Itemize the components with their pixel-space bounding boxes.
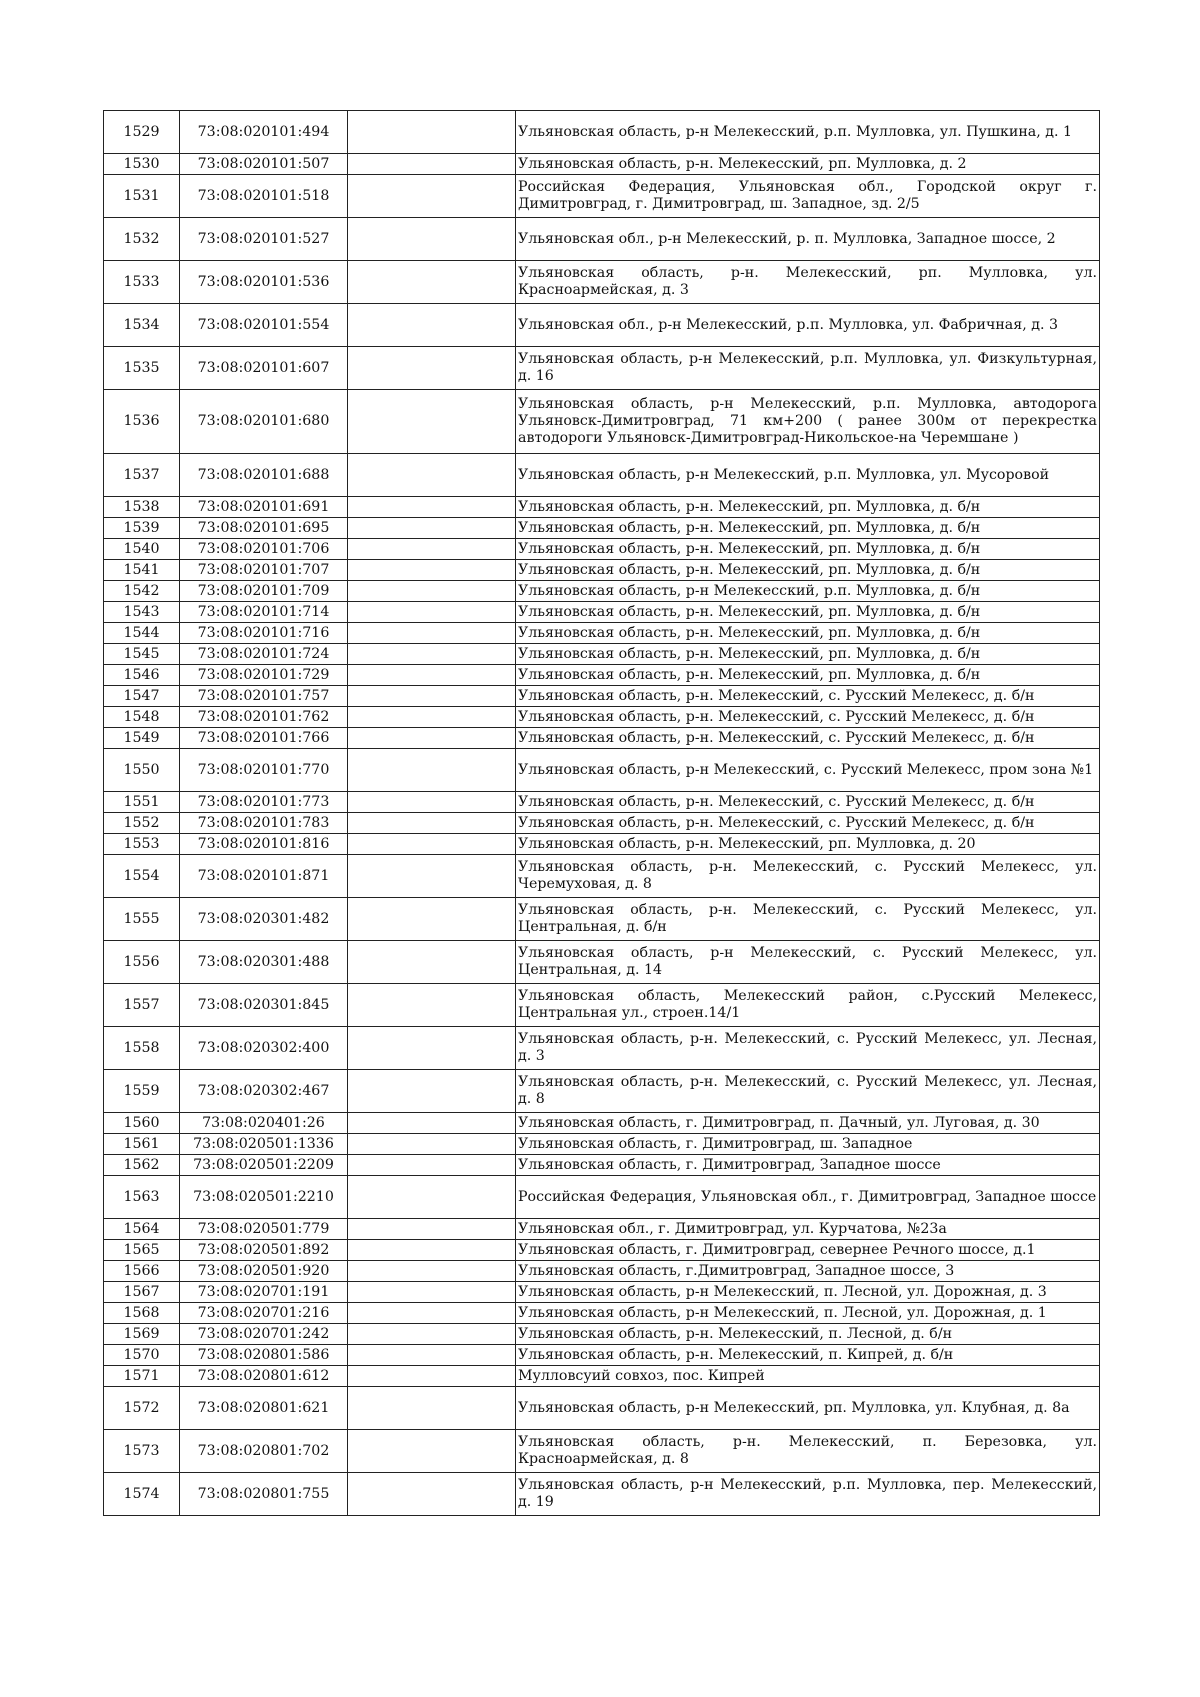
row-number: 1549 [104, 728, 180, 749]
table-row [104, 1113, 1100, 1134]
empty-cell [348, 518, 516, 539]
address: Ульяновская область, г. Димитровград, Западное шоссе [516, 1155, 1100, 1176]
address: Ульяновская область, р-н. Мелекесский, рп. Мулловка, ул. Красноармейская, д. 3 [516, 261, 1100, 304]
empty-cell [348, 539, 516, 560]
row-number: 1562 [104, 1155, 180, 1176]
row-number: 1532 [104, 218, 180, 261]
empty-cell [348, 1219, 516, 1240]
cadastral-number: 73:08:020101:706 [180, 539, 348, 560]
address: Ульяновская область, р-н. Мелекесский, с. Русский Мелекесс, д. б/н [516, 813, 1100, 834]
row-number: 1540 [104, 539, 180, 560]
cadastral-number: 73:08:020101:680 [180, 390, 348, 454]
table-row [104, 602, 1100, 623]
row-number: 1564 [104, 1219, 180, 1240]
table-row [104, 539, 1100, 560]
cadastral-number: 73:08:020101:762 [180, 707, 348, 728]
table-row [104, 813, 1100, 834]
empty-cell [348, 1134, 516, 1155]
empty-cell [348, 813, 516, 834]
address: Ульяновская область, р-н Мелекесский, п. Лесной, ул. Дорожная, д. 1 [516, 1303, 1100, 1324]
table-row [104, 390, 1100, 454]
table-row [104, 1282, 1100, 1303]
cadastral-number: 73:08:020701:216 [180, 1303, 348, 1324]
address: Ульяновская область, р-н. Мелекесский, рп. Мулловка, д. б/н [516, 602, 1100, 623]
row-number: 1556 [104, 941, 180, 984]
table-row [104, 1240, 1100, 1261]
row-number: 1573 [104, 1430, 180, 1473]
address: Ульяновская область, р-н. Мелекесский, с. Русский Мелекесс, ул. Лесная, д. 3 [516, 1027, 1100, 1070]
empty-cell [348, 560, 516, 581]
table-row [104, 1303, 1100, 1324]
address: Ульяновская область, р-н. Мелекесский, рп. Мулловка, д. б/н [516, 623, 1100, 644]
empty-cell [348, 1240, 516, 1261]
cadastral-number: 73:08:020501:920 [180, 1261, 348, 1282]
table-row [104, 623, 1100, 644]
address: Ульяновская область, р-н. Мелекесский, п. Березовка, ул. Красноармейская, д. 8 [516, 1430, 1100, 1473]
empty-cell [348, 644, 516, 665]
empty-cell [348, 665, 516, 686]
empty-cell [348, 792, 516, 813]
table-row [104, 111, 1100, 154]
empty-cell [348, 175, 516, 218]
row-number: 1548 [104, 707, 180, 728]
row-number: 1551 [104, 792, 180, 813]
empty-cell [348, 347, 516, 390]
row-number: 1547 [104, 686, 180, 707]
cadastral-number: 73:08:020101:724 [180, 644, 348, 665]
cadastral-number: 73:08:020101:695 [180, 518, 348, 539]
row-number: 1558 [104, 1027, 180, 1070]
table-row [104, 218, 1100, 261]
address: Ульяновская обл., р-н Мелекесский, р.п. Мулловка, ул. Фабричная, д. 3 [516, 304, 1100, 347]
table-row [104, 1324, 1100, 1345]
address: Ульяновская область, р-н. Мелекесский, с. Русский Мелекесс, ул. Лесная, д. 8 [516, 1070, 1100, 1113]
cadastral-number: 73:08:020801:612 [180, 1366, 348, 1387]
row-number: 1561 [104, 1134, 180, 1155]
cadastral-number: 73:08:020101:766 [180, 728, 348, 749]
cadastral-number: 73:08:020101:707 [180, 560, 348, 581]
table-row [104, 941, 1100, 984]
empty-cell [348, 111, 516, 154]
cadastral-number: 73:08:020701:191 [180, 1282, 348, 1303]
row-number: 1546 [104, 665, 180, 686]
address: Ульяновская область, р-н. Мелекесский, рп. Мулловка, д. б/н [516, 644, 1100, 665]
empty-cell [348, 1070, 516, 1113]
table-row [104, 497, 1100, 518]
row-number: 1568 [104, 1303, 180, 1324]
cadastral-number: 73:08:020501:1336 [180, 1134, 348, 1155]
empty-cell [348, 454, 516, 497]
table-row [104, 1070, 1100, 1113]
address: Ульяновская область, р-н Мелекесский, п. Лесной, ул. Дорожная, д. 3 [516, 1282, 1100, 1303]
row-number: 1533 [104, 261, 180, 304]
row-number: 1567 [104, 1282, 180, 1303]
table-row [104, 1155, 1100, 1176]
table-row [104, 261, 1100, 304]
row-number: 1570 [104, 1345, 180, 1366]
address: Ульяновская область, р-н. Мелекесский, п. Лесной, д. б/н [516, 1324, 1100, 1345]
table-row [104, 792, 1100, 813]
row-number: 1537 [104, 454, 180, 497]
empty-cell [348, 261, 516, 304]
cadastral-number: 73:08:020101:816 [180, 834, 348, 855]
address: Ульяновская область, р-н Мелекесский, р.п. Мулловка, автодорога Ульяновск-Димитровград, 71 км+200 ( ранее 300м от перекрестка автодороги Ульяновск-Димитровград-Никольское-на Черемшане ) [516, 390, 1100, 454]
address: Ульяновская область, Мелекесский район, с.Русский Мелекесс, Центральная ул., строен.14/1 [516, 984, 1100, 1027]
cadastral-number: 73:08:020101:507 [180, 154, 348, 175]
address: Ульяновская область, р-н Мелекесский, р.п. Мулловка, ул. Пушкина, д. 1 [516, 111, 1100, 154]
cadastral-number: 73:08:020501:2210 [180, 1176, 348, 1219]
empty-cell [348, 1473, 516, 1516]
empty-cell [348, 728, 516, 749]
table-row [104, 984, 1100, 1027]
address: Ульяновская область, р-н. Мелекесский, с. Русский Мелекесс, д. б/н [516, 792, 1100, 813]
cadastral-number: 73:08:020801:621 [180, 1387, 348, 1430]
address: Ульяновская область, р-н. Мелекесский, с. Русский Мелекесс, д. б/н [516, 707, 1100, 728]
address: Ульяновская область, р-н. Мелекесский, рп. Мулловка, д. 2 [516, 154, 1100, 175]
address: Ульяновская область, г. Димитровград, ш. Западное [516, 1134, 1100, 1155]
table-row [104, 1345, 1100, 1366]
cadastral-number: 73:08:020101:770 [180, 749, 348, 792]
address: Ульяновская область, р-н Мелекесский, р.п. Мулловка, д. б/н [516, 581, 1100, 602]
address: Ульяновская область, р-н. Мелекесский, с. Русский Мелекесс, д. б/н [516, 686, 1100, 707]
cadastral-number: 73:08:020101:688 [180, 454, 348, 497]
table-row [104, 1430, 1100, 1473]
cadastral-number: 73:08:020101:691 [180, 497, 348, 518]
row-number: 1542 [104, 581, 180, 602]
table-row [104, 454, 1100, 497]
address: Ульяновская область, р-н. Мелекесский, рп. Мулловка, д. 20 [516, 834, 1100, 855]
address: Ульяновская область, р-н Мелекесский, с. Русский Мелекесс, пром зона №1 [516, 749, 1100, 792]
address: Ульяновская область, г. Димитровград, севернее Речного шоссе, д.1 [516, 1240, 1100, 1261]
table-row [104, 1473, 1100, 1516]
cadastral-number: 73:08:020101:554 [180, 304, 348, 347]
table-row [104, 644, 1100, 665]
table-row [104, 1261, 1100, 1282]
table-row [104, 1387, 1100, 1430]
table-row [104, 1176, 1100, 1219]
row-number: 1531 [104, 175, 180, 218]
row-number: 1560 [104, 1113, 180, 1134]
cadastral-number: 73:08:020101:536 [180, 261, 348, 304]
cadastral-number: 73:08:020501:892 [180, 1240, 348, 1261]
table-row [104, 728, 1100, 749]
table-row [104, 175, 1100, 218]
empty-cell [348, 581, 516, 602]
row-number: 1530 [104, 154, 180, 175]
empty-cell [348, 855, 516, 898]
cadastral-number: 73:08:020302:467 [180, 1070, 348, 1113]
empty-cell [348, 602, 516, 623]
empty-cell [348, 1027, 516, 1070]
row-number: 1550 [104, 749, 180, 792]
cadastral-number: 73:08:020101:871 [180, 855, 348, 898]
empty-cell [348, 1261, 516, 1282]
address: Ульяновская область, р-н. Мелекесский, с. Русский Мелекесс, ул. Центральная, д. б/н [516, 898, 1100, 941]
row-number: 1544 [104, 623, 180, 644]
address: Российская Федерация, Ульяновская обл., Городской округ г. Димитровград, г. Димитровград, ш. Западное, зд. 2/5 [516, 175, 1100, 218]
table-row [104, 347, 1100, 390]
empty-cell [348, 304, 516, 347]
cadastral-number: 73:08:020401:26 [180, 1113, 348, 1134]
table-row [104, 1134, 1100, 1155]
address: Ульяновская обл., г. Димитровград, ул. Курчатова, №23а [516, 1219, 1100, 1240]
cadastral-number: 73:08:020801:702 [180, 1430, 348, 1473]
row-number: 1543 [104, 602, 180, 623]
cadastral-number: 73:08:020501:2209 [180, 1155, 348, 1176]
table-row [104, 1027, 1100, 1070]
empty-cell [348, 1282, 516, 1303]
empty-cell [348, 984, 516, 1027]
address: Ульяновская область, р-н Мелекесский, с. Русский Мелекесс, ул. Центральная, д. 14 [516, 941, 1100, 984]
address: Ульяновская область, р-н. Мелекесский, рп. Мулловка, д. б/н [516, 665, 1100, 686]
cadastral-number: 73:08:020501:779 [180, 1219, 348, 1240]
row-number: 1545 [104, 644, 180, 665]
row-number: 1554 [104, 855, 180, 898]
cadastral-number: 73:08:020101:783 [180, 813, 348, 834]
row-number: 1529 [104, 111, 180, 154]
table-row [104, 898, 1100, 941]
cadastral-number: 73:08:020301:482 [180, 898, 348, 941]
empty-cell [348, 497, 516, 518]
table-row [104, 855, 1100, 898]
cadastral-number: 73:08:020101:773 [180, 792, 348, 813]
cadastral-number: 73:08:020101:607 [180, 347, 348, 390]
cadastral-number: 73:08:020701:242 [180, 1324, 348, 1345]
address: Ульяновская область, р-н. Мелекесский, рп. Мулловка, д. б/н [516, 560, 1100, 581]
address: Ульяновская область, р-н. Мелекесский, с. Русский Мелекесс, ул. Черемуховая, д. 8 [516, 855, 1100, 898]
row-number: 1552 [104, 813, 180, 834]
row-number: 1534 [104, 304, 180, 347]
cadastral-number: 73:08:020801:755 [180, 1473, 348, 1516]
address: Ульяновская область, р-н Мелекесский, р.п. Мулловка, ул. Мусоровой [516, 454, 1100, 497]
cadastral-number: 73:08:020302:400 [180, 1027, 348, 1070]
address: Ульяновская область, р-н. Мелекесский, с. Русский Мелекесс, д. б/н [516, 728, 1100, 749]
address: Ульяновская обл., р-н Мелекесский, р. п. Мулловка, Западное шоссе, 2 [516, 218, 1100, 261]
empty-cell [348, 623, 516, 644]
cadastral-number: 73:08:020101:494 [180, 111, 348, 154]
row-number: 1572 [104, 1387, 180, 1430]
row-number: 1553 [104, 834, 180, 855]
property-registry-table [103, 110, 1100, 1516]
address: Мулловсуий совхоз, пос. Кипрей [516, 1366, 1100, 1387]
row-number: 1555 [104, 898, 180, 941]
table-row [104, 707, 1100, 728]
table-row [104, 560, 1100, 581]
row-number: 1539 [104, 518, 180, 539]
empty-cell [348, 898, 516, 941]
address: Ульяновская область, р-н Мелекесский, рп. Мулловка, ул. Клубная, д. 8а [516, 1387, 1100, 1430]
empty-cell [348, 749, 516, 792]
empty-cell [348, 1113, 516, 1134]
empty-cell [348, 707, 516, 728]
registry-body [104, 111, 1100, 1516]
cadastral-number: 73:08:020101:709 [180, 581, 348, 602]
row-number: 1557 [104, 984, 180, 1027]
cadastral-number: 73:08:020301:488 [180, 941, 348, 984]
row-number: 1535 [104, 347, 180, 390]
table-row [104, 518, 1100, 539]
address: Ульяновская область, р-н. Мелекесский, п. Кипрей, д. б/н [516, 1345, 1100, 1366]
address: Ульяновская область, г. Димитровград, п. Дачный, ул. Луговая, д. 30 [516, 1113, 1100, 1134]
empty-cell [348, 834, 516, 855]
empty-cell [348, 941, 516, 984]
row-number: 1569 [104, 1324, 180, 1345]
table-row [104, 834, 1100, 855]
empty-cell [348, 686, 516, 707]
table-row [104, 1366, 1100, 1387]
row-number: 1536 [104, 390, 180, 454]
address: Ульяновская область, р-н. Мелекесский, рп. Мулловка, д. б/н [516, 497, 1100, 518]
empty-cell [348, 1155, 516, 1176]
address: Российская Федерация, Ульяновская обл., г. Димитровград, Западное шоссе [516, 1176, 1100, 1219]
empty-cell [348, 1345, 516, 1366]
empty-cell [348, 1366, 516, 1387]
empty-cell [348, 1430, 516, 1473]
row-number: 1541 [104, 560, 180, 581]
cadastral-number: 73:08:020101:729 [180, 665, 348, 686]
empty-cell [348, 1324, 516, 1345]
cadastral-number: 73:08:020101:527 [180, 218, 348, 261]
cadastral-number: 73:08:020101:714 [180, 602, 348, 623]
cadastral-number: 73:08:020101:518 [180, 175, 348, 218]
row-number: 1565 [104, 1240, 180, 1261]
table-row [104, 304, 1100, 347]
row-number: 1574 [104, 1473, 180, 1516]
row-number: 1571 [104, 1366, 180, 1387]
row-number: 1566 [104, 1261, 180, 1282]
address: Ульяновская область, р-н Мелекесский, р.п. Мулловка, ул. Физкультурная, д. 16 [516, 347, 1100, 390]
table-row [104, 686, 1100, 707]
empty-cell [348, 218, 516, 261]
cadastral-number: 73:08:020801:586 [180, 1345, 348, 1366]
row-number: 1563 [104, 1176, 180, 1219]
cadastral-number: 73:08:020101:716 [180, 623, 348, 644]
row-number: 1538 [104, 497, 180, 518]
empty-cell [348, 1176, 516, 1219]
table-row [104, 154, 1100, 175]
table-row [104, 581, 1100, 602]
address: Ульяновская область, р-н. Мелекесский, рп. Мулловка, д. б/н [516, 539, 1100, 560]
empty-cell [348, 1387, 516, 1430]
empty-cell [348, 1303, 516, 1324]
address: Ульяновская область, г.Димитровград, Западное шоссе, 3 [516, 1261, 1100, 1282]
address: Ульяновская область, р-н Мелекесский, р.п. Мулловка, пер. Мелекесский, д. 19 [516, 1473, 1100, 1516]
empty-cell [348, 390, 516, 454]
table-row [104, 1219, 1100, 1240]
table-row [104, 749, 1100, 792]
empty-cell [348, 154, 516, 175]
cadastral-number: 73:08:020301:845 [180, 984, 348, 1027]
cadastral-number: 73:08:020101:757 [180, 686, 348, 707]
address: Ульяновская область, р-н. Мелекесский, рп. Мулловка, д. б/н [516, 518, 1100, 539]
row-number: 1559 [104, 1070, 180, 1113]
table-row [104, 665, 1100, 686]
